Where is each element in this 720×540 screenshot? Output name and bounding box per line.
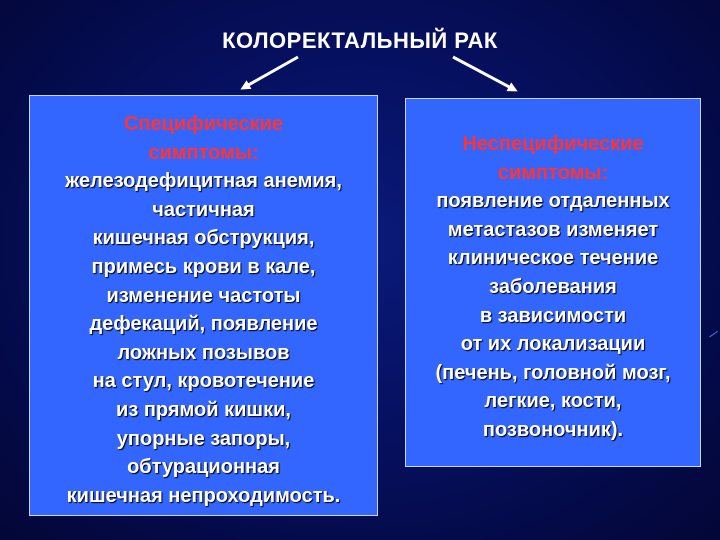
left-text-line: изменение частоты xyxy=(106,284,301,307)
right-text-line: позвоночник). xyxy=(482,418,624,441)
left-text-line: частичная xyxy=(152,198,255,221)
arrow-right xyxy=(453,57,515,90)
right-heading-line: Неспецифические xyxy=(462,133,644,155)
left-text-line: ложных позывов xyxy=(117,341,290,364)
nonspecific-symptoms-box xyxy=(405,98,701,467)
left-text-line: упорные запоры, xyxy=(116,427,291,450)
left-text-line: железодефицитная анемия, xyxy=(65,170,342,193)
left-text-line: примесь крови в кале, xyxy=(91,255,316,278)
right-text-line: легкие, кости, xyxy=(484,390,622,413)
right-text-line: заболевания xyxy=(489,275,617,298)
right-text-line: от их локализации xyxy=(460,333,646,356)
right-heading-line: симптомы: xyxy=(497,161,609,184)
right-text-line: появление отдаленных xyxy=(436,190,670,213)
right-text-line: метастазов изменяет xyxy=(447,218,659,241)
right-text-line: (печень, головной мозг, xyxy=(435,361,671,384)
left-text-line: обтурационная xyxy=(127,456,280,479)
slide-title: КОЛОРЕКТАЛЬНЫЙ РАК xyxy=(222,28,498,53)
left-text-line: кишечная обструкция, xyxy=(92,227,315,250)
left-text-line: на стул, кровотечение xyxy=(92,370,315,393)
right-text-line: клиническое течение xyxy=(447,247,659,270)
left-text-line: из прямой кишки, xyxy=(116,398,291,421)
left-text-line: кишечная непроходимость. xyxy=(66,484,341,507)
arrow-left xyxy=(243,57,298,88)
left-heading-line: симптомы: xyxy=(148,141,259,164)
right-text-line: в зависимости xyxy=(479,304,627,327)
left-heading-line: Специфические xyxy=(123,113,284,135)
left-text-line: дефекаций, появление xyxy=(89,313,318,336)
specific-symptoms-box xyxy=(29,95,378,516)
